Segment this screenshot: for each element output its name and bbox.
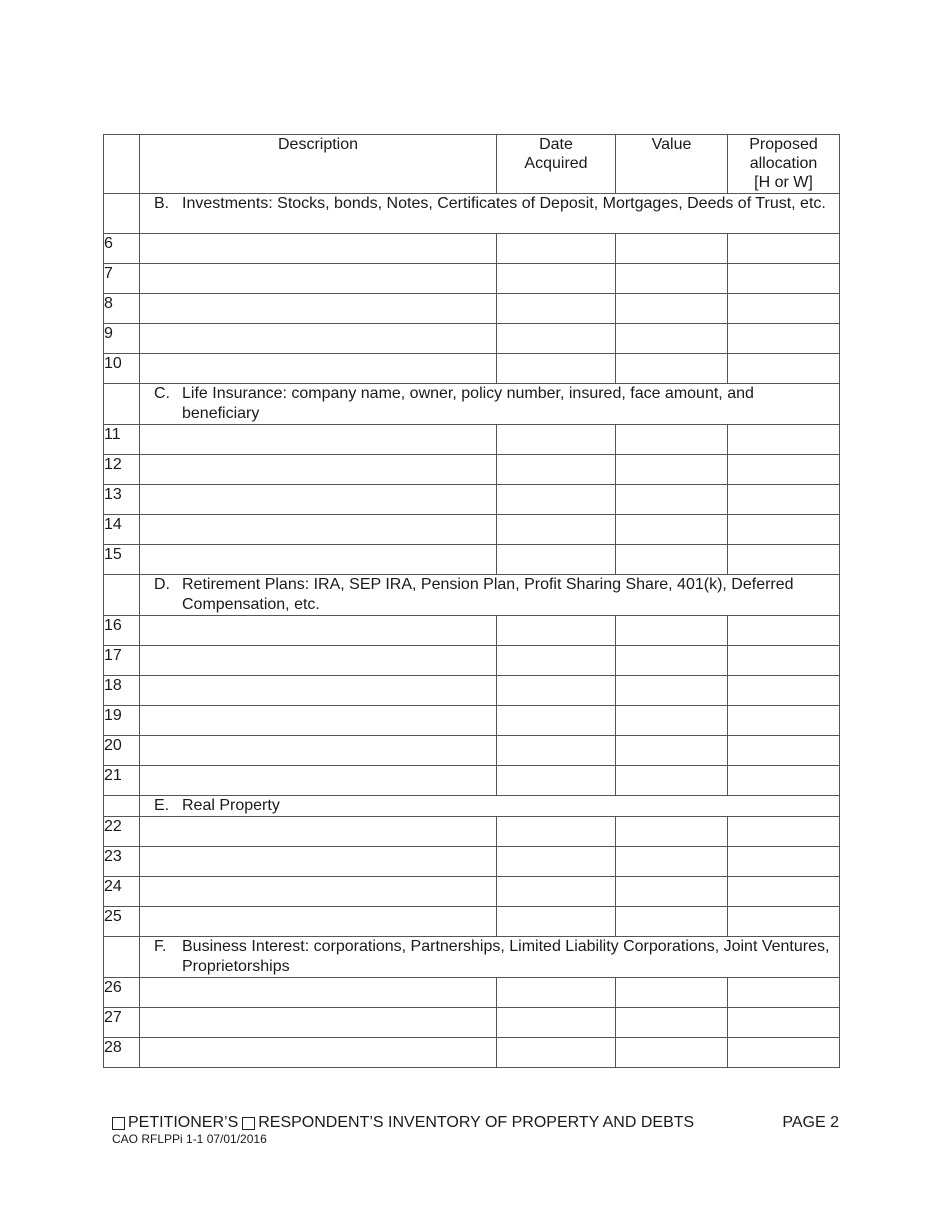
date-acquired-cell[interactable]	[497, 817, 616, 847]
value-cell[interactable]	[616, 616, 728, 646]
table-row	[104, 616, 840, 646]
description-cell[interactable]	[140, 294, 497, 324]
allocation-cell[interactable]	[728, 978, 840, 1008]
value-cell[interactable]	[616, 515, 728, 545]
description-cell[interactable]	[140, 1038, 497, 1068]
section-number-cell	[104, 575, 140, 616]
allocation-cell[interactable]	[728, 847, 840, 877]
table-row	[104, 1038, 840, 1068]
section-heading-cell	[140, 384, 840, 425]
petitioner-label: PETITIONER’S	[128, 1114, 239, 1131]
header-number-cell	[104, 135, 140, 194]
table-row	[104, 485, 840, 515]
value-cell[interactable]	[616, 847, 728, 877]
section-title: Investments: Stocks, bonds, Notes, Certificates of Deposit, Mortgages, Deeds of Trust, etc.	[182, 195, 826, 212]
description-cell[interactable]	[140, 847, 497, 877]
value-cell[interactable]	[616, 354, 728, 384]
row-number: 18	[104, 676, 140, 706]
allocation-cell[interactable]	[728, 646, 840, 676]
description-cell[interactable]	[140, 354, 497, 384]
allocation-cell[interactable]	[728, 616, 840, 646]
allocation-cell[interactable]	[728, 234, 840, 264]
table-row	[104, 455, 840, 485]
date-acquired-cell[interactable]	[497, 234, 616, 264]
description-cell[interactable]	[140, 676, 497, 706]
table-header-row	[104, 135, 840, 194]
value-cell[interactable]	[616, 1038, 728, 1068]
table-row	[104, 1008, 840, 1038]
date-acquired-cell[interactable]	[497, 676, 616, 706]
row-number: 9	[104, 324, 140, 354]
inventory-table	[103, 134, 840, 1068]
row-number: 27	[104, 1008, 140, 1038]
row-number: 14	[104, 515, 140, 545]
allocation-cell[interactable]	[728, 425, 840, 455]
section-heading-cell	[140, 194, 840, 234]
row-number: 23	[104, 847, 140, 877]
allocation-cell[interactable]	[728, 455, 840, 485]
value-cell[interactable]	[616, 294, 728, 324]
section-number-cell	[104, 384, 140, 425]
allocation-cell[interactable]	[728, 907, 840, 937]
allocation-cell[interactable]	[728, 264, 840, 294]
date-acquired-cell[interactable]	[497, 877, 616, 907]
row-number: 10	[104, 354, 140, 384]
table-row	[104, 817, 840, 847]
allocation-cell[interactable]	[728, 1038, 840, 1068]
description-cell[interactable]	[140, 485, 497, 515]
allocation-cell[interactable]	[728, 676, 840, 706]
section-title: Life Insurance: company name, owner, policy number, insured, face amount, and beneficiary	[182, 385, 754, 422]
form-code: CAO RFLPPi 1-1 07/01/2016	[112, 1132, 267, 1146]
allocation-cell[interactable]	[728, 736, 840, 766]
table-row	[104, 978, 840, 1008]
description-cell[interactable]	[140, 616, 497, 646]
date-acquired-cell[interactable]	[497, 1038, 616, 1068]
section-row	[104, 194, 840, 234]
value-cell[interactable]	[616, 324, 728, 354]
date-acquired-cell[interactable]	[497, 455, 616, 485]
table-row	[104, 354, 840, 384]
value-cell[interactable]	[616, 485, 728, 515]
header-value: Value	[616, 135, 728, 194]
row-number: 11	[104, 425, 140, 455]
description-cell[interactable]	[140, 324, 497, 354]
section-letter: C.	[154, 385, 170, 402]
section-title: Real Property	[182, 797, 280, 814]
allocation-cell[interactable]	[728, 877, 840, 907]
allocation-cell[interactable]	[728, 354, 840, 384]
description-cell[interactable]	[140, 515, 497, 545]
table-row	[104, 264, 840, 294]
section-letter: D.	[154, 576, 170, 593]
table-row	[104, 545, 840, 575]
row-number: 12	[104, 455, 140, 485]
header-proposed-allocation: Proposed allocation [H or W]	[728, 135, 840, 194]
respondent-checkbox[interactable]	[242, 1117, 255, 1130]
table-row	[104, 515, 840, 545]
section-row	[104, 796, 840, 817]
value-cell[interactable]	[616, 1008, 728, 1038]
description-cell[interactable]	[140, 1008, 497, 1038]
allocation-cell[interactable]	[728, 545, 840, 575]
allocation-cell[interactable]	[728, 515, 840, 545]
description-cell[interactable]	[140, 264, 497, 294]
value-cell[interactable]	[616, 264, 728, 294]
date-acquired-cell[interactable]	[497, 545, 616, 575]
petitioner-checkbox[interactable]	[112, 1117, 125, 1130]
description-cell[interactable]	[140, 877, 497, 907]
section-letter: B.	[154, 195, 170, 212]
section-number-cell	[104, 796, 140, 817]
row-number: 15	[104, 545, 140, 575]
value-cell[interactable]	[616, 736, 728, 766]
date-acquired-cell[interactable]	[497, 978, 616, 1008]
date-acquired-cell[interactable]	[497, 515, 616, 545]
description-cell[interactable]	[140, 646, 497, 676]
allocation-cell[interactable]	[728, 1008, 840, 1038]
page-number: PAGE 2	[782, 1114, 839, 1131]
section-letter: F.	[154, 938, 167, 955]
section-title: Business Interest: corporations, Partnerships, Limited Liability Corporations, Joint Ventures, Proprietorships	[182, 938, 830, 975]
row-number: 13	[104, 485, 140, 515]
value-cell[interactable]	[616, 817, 728, 847]
allocation-cell[interactable]	[728, 324, 840, 354]
table-row	[104, 234, 840, 264]
table-row	[104, 907, 840, 937]
date-acquired-cell[interactable]	[497, 425, 616, 455]
section-title: Retirement Plans: IRA, SEP IRA, Pension Plan, Profit Sharing Share, 401(k), Deferred Compensation, etc.	[182, 576, 794, 613]
date-acquired-cell[interactable]	[497, 294, 616, 324]
row-number: 25	[104, 907, 140, 937]
description-cell[interactable]	[140, 817, 497, 847]
date-acquired-cell[interactable]	[497, 706, 616, 736]
row-number: 26	[104, 978, 140, 1008]
table-row	[104, 766, 840, 796]
allocation-cell[interactable]	[728, 485, 840, 515]
row-number: 19	[104, 706, 140, 736]
description-cell[interactable]	[140, 706, 497, 736]
row-number: 7	[104, 264, 140, 294]
table-row	[104, 847, 840, 877]
table-row	[104, 294, 840, 324]
table-row	[104, 706, 840, 736]
allocation-cell[interactable]	[728, 766, 840, 796]
table-row	[104, 646, 840, 676]
page-footer	[112, 1114, 839, 1146]
date-acquired-cell[interactable]	[497, 646, 616, 676]
section-number-cell	[104, 194, 140, 234]
description-cell[interactable]	[140, 766, 497, 796]
section-heading-cell	[140, 937, 840, 978]
value-cell[interactable]	[616, 545, 728, 575]
row-number: 28	[104, 1038, 140, 1068]
description-cell[interactable]	[140, 425, 497, 455]
row-number: 20	[104, 736, 140, 766]
date-acquired-cell[interactable]	[497, 1008, 616, 1038]
description-cell[interactable]	[140, 545, 497, 575]
description-cell[interactable]	[140, 907, 497, 937]
section-letter: E.	[154, 797, 170, 814]
description-cell[interactable]	[140, 234, 497, 264]
section-number-cell	[104, 937, 140, 978]
table-row	[104, 425, 840, 455]
row-number: 16	[104, 616, 140, 646]
value-cell[interactable]	[616, 877, 728, 907]
section-row	[104, 575, 840, 616]
date-acquired-cell[interactable]	[497, 847, 616, 877]
value-cell[interactable]	[616, 706, 728, 736]
value-cell[interactable]	[616, 455, 728, 485]
description-cell[interactable]	[140, 455, 497, 485]
form-title: RESPONDENT’S INVENTORY OF PROPERTY AND DEBTS	[258, 1114, 695, 1131]
date-acquired-cell[interactable]	[497, 324, 616, 354]
date-acquired-cell[interactable]	[497, 264, 616, 294]
date-acquired-cell[interactable]	[497, 766, 616, 796]
row-number: 8	[104, 294, 140, 324]
section-heading-cell	[140, 575, 840, 616]
value-cell[interactable]	[616, 766, 728, 796]
row-number: 24	[104, 877, 140, 907]
description-cell[interactable]	[140, 736, 497, 766]
value-cell[interactable]	[616, 234, 728, 264]
allocation-cell[interactable]	[728, 294, 840, 324]
section-row	[104, 384, 840, 425]
table-row	[104, 324, 840, 354]
section-heading-cell	[140, 796, 840, 817]
header-description: Description	[140, 135, 497, 194]
header-date-acquired: Date Acquired	[497, 135, 616, 194]
date-acquired-cell[interactable]	[497, 736, 616, 766]
date-acquired-cell[interactable]	[497, 616, 616, 646]
table-row	[104, 736, 840, 766]
date-acquired-cell[interactable]	[497, 354, 616, 384]
table-row	[104, 877, 840, 907]
allocation-cell[interactable]	[728, 706, 840, 736]
value-cell[interactable]	[616, 978, 728, 1008]
value-cell[interactable]	[616, 425, 728, 455]
value-cell[interactable]	[616, 676, 728, 706]
date-acquired-cell[interactable]	[497, 907, 616, 937]
row-number: 21	[104, 766, 140, 796]
section-row	[104, 937, 840, 978]
value-cell[interactable]	[616, 907, 728, 937]
allocation-cell[interactable]	[728, 817, 840, 847]
description-cell[interactable]	[140, 978, 497, 1008]
date-acquired-cell[interactable]	[497, 485, 616, 515]
row-number: 22	[104, 817, 140, 847]
value-cell[interactable]	[616, 646, 728, 676]
row-number: 17	[104, 646, 140, 676]
table-row	[104, 676, 840, 706]
row-number: 6	[104, 234, 140, 264]
